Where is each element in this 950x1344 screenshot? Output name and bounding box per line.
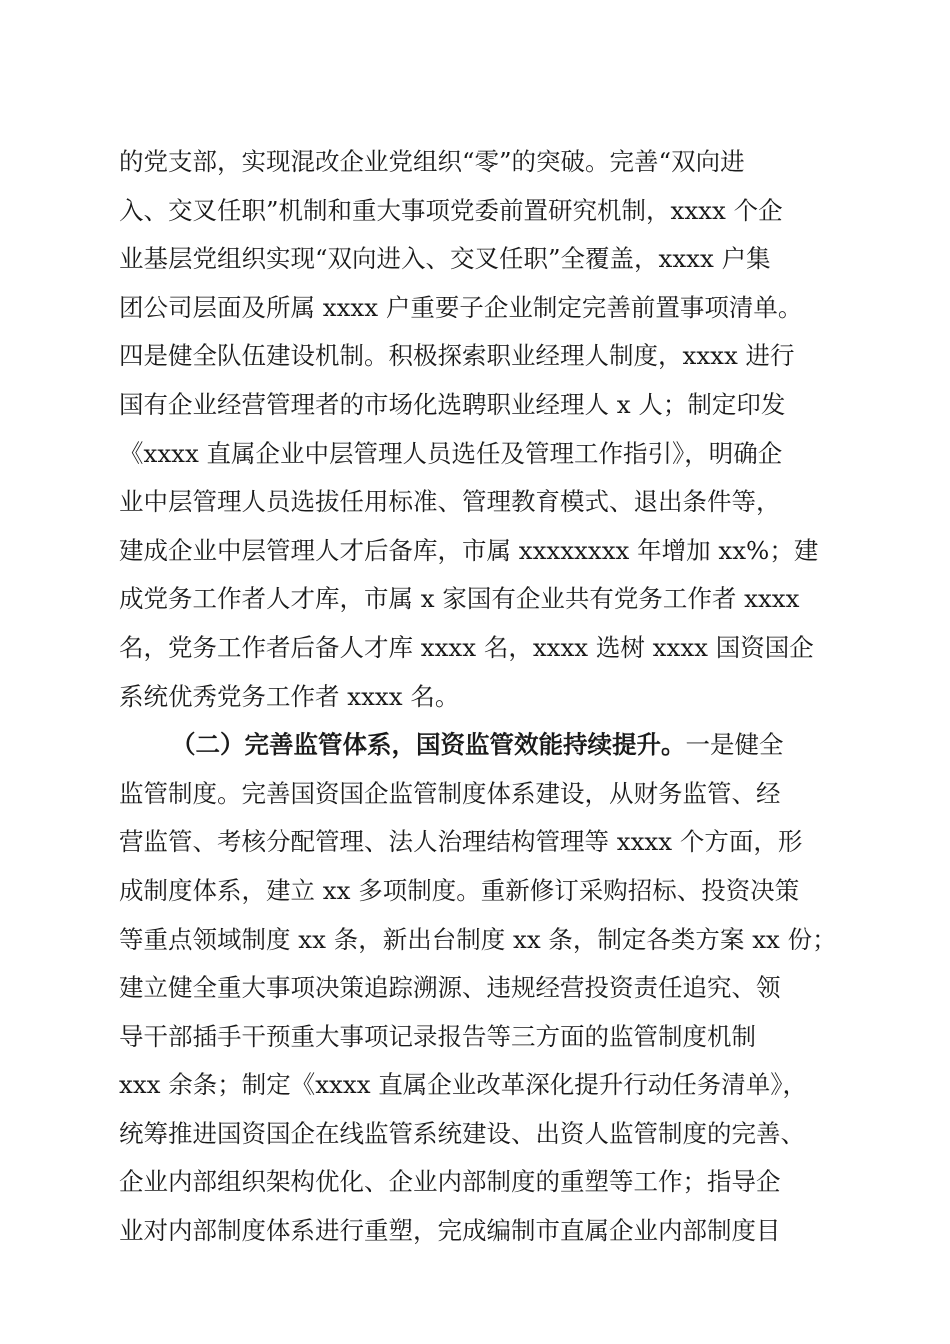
- body-line: 四是健全队伍建设机制。积极探索职业经理人制度，xxxx 进行: [119, 341, 795, 371]
- body-line: 导干部插手干预重大事项记录报告等三方面的监管制度机制: [119, 1021, 756, 1051]
- body-line: 建成企业中层管理人才后备库，市属 xxxxxxxx 年增加 xx%；建: [119, 535, 819, 565]
- body-line: 名，党务工作者后备人才库 xxxx 名，xxxx 选树 xxxx 国资国企: [119, 632, 814, 662]
- section-2-heading-tail: 一是健全: [685, 730, 784, 760]
- body-line: 国有企业经营管理者的市场化选聘职业经理人 x 人；制定印发: [119, 389, 786, 419]
- body-line: 团公司层面及所属 xxxx 户重要子企业制定完善前置事项清单。: [119, 292, 803, 322]
- body-line: 业对内部制度体系进行重塑，完成编制市直属企业内部制度目: [119, 1216, 781, 1246]
- body-line: 《xxxx 直属企业中层管理人员选任及管理工作指引》，明确企: [119, 438, 783, 468]
- body-line: 成制度体系，建立 xx 多项制度。重新修订采购招标、投资决策: [119, 875, 800, 905]
- body-line: 业基层党组织实现“双向进入、交叉任职”全覆盖，xxxx 户集: [119, 244, 771, 274]
- body-line: 系统优秀党务工作者 xxxx 名。: [119, 681, 460, 711]
- body-line: 监管制度。完善国资国企监管制度体系建设，从财务监管、经: [119, 778, 781, 808]
- body-line: 业中层管理人员选拔任用标准、管理教育模式、退出条件等，: [119, 487, 781, 517]
- document-body: [119, 138, 839, 1256]
- body-line: 入、交叉任职”机制和重大事项党委前置研究机制，xxxx 个企: [119, 195, 783, 225]
- body-line: 等重点领域制度 xx 条，新出台制度 xx 条，制定各类方案 xx 份；: [119, 924, 837, 954]
- section-2-heading: （二）完善监管体系，国资监管效能持续提升。: [171, 730, 686, 760]
- body-line: 企业内部组织架构优化、企业内部制度的重塑等工作；指导企: [119, 1167, 781, 1197]
- body-line: 统筹推进国资国企在线监管系统建设、出资人监管制度的完善、: [119, 1118, 805, 1148]
- body-line: 成党务工作者人才库，市属 x 家国有企业共有党务工作者 xxxx: [119, 584, 800, 614]
- body-line: 建立健全重大事项决策追踪溯源、违规经营投资责任追究、领: [119, 973, 781, 1003]
- body-line: 营监管、考核分配管理、法人治理结构管理等 xxxx 个方面，形: [119, 827, 803, 857]
- body-line: 的党支部，实现混改企业党组织“零”的突破。完善“双向进: [119, 147, 745, 176]
- body-line: xxx 余条；制定《xxxx 直属企业改革深化提升行动任务清单》，: [119, 1070, 808, 1100]
- section-2-first-line: [119, 721, 839, 770]
